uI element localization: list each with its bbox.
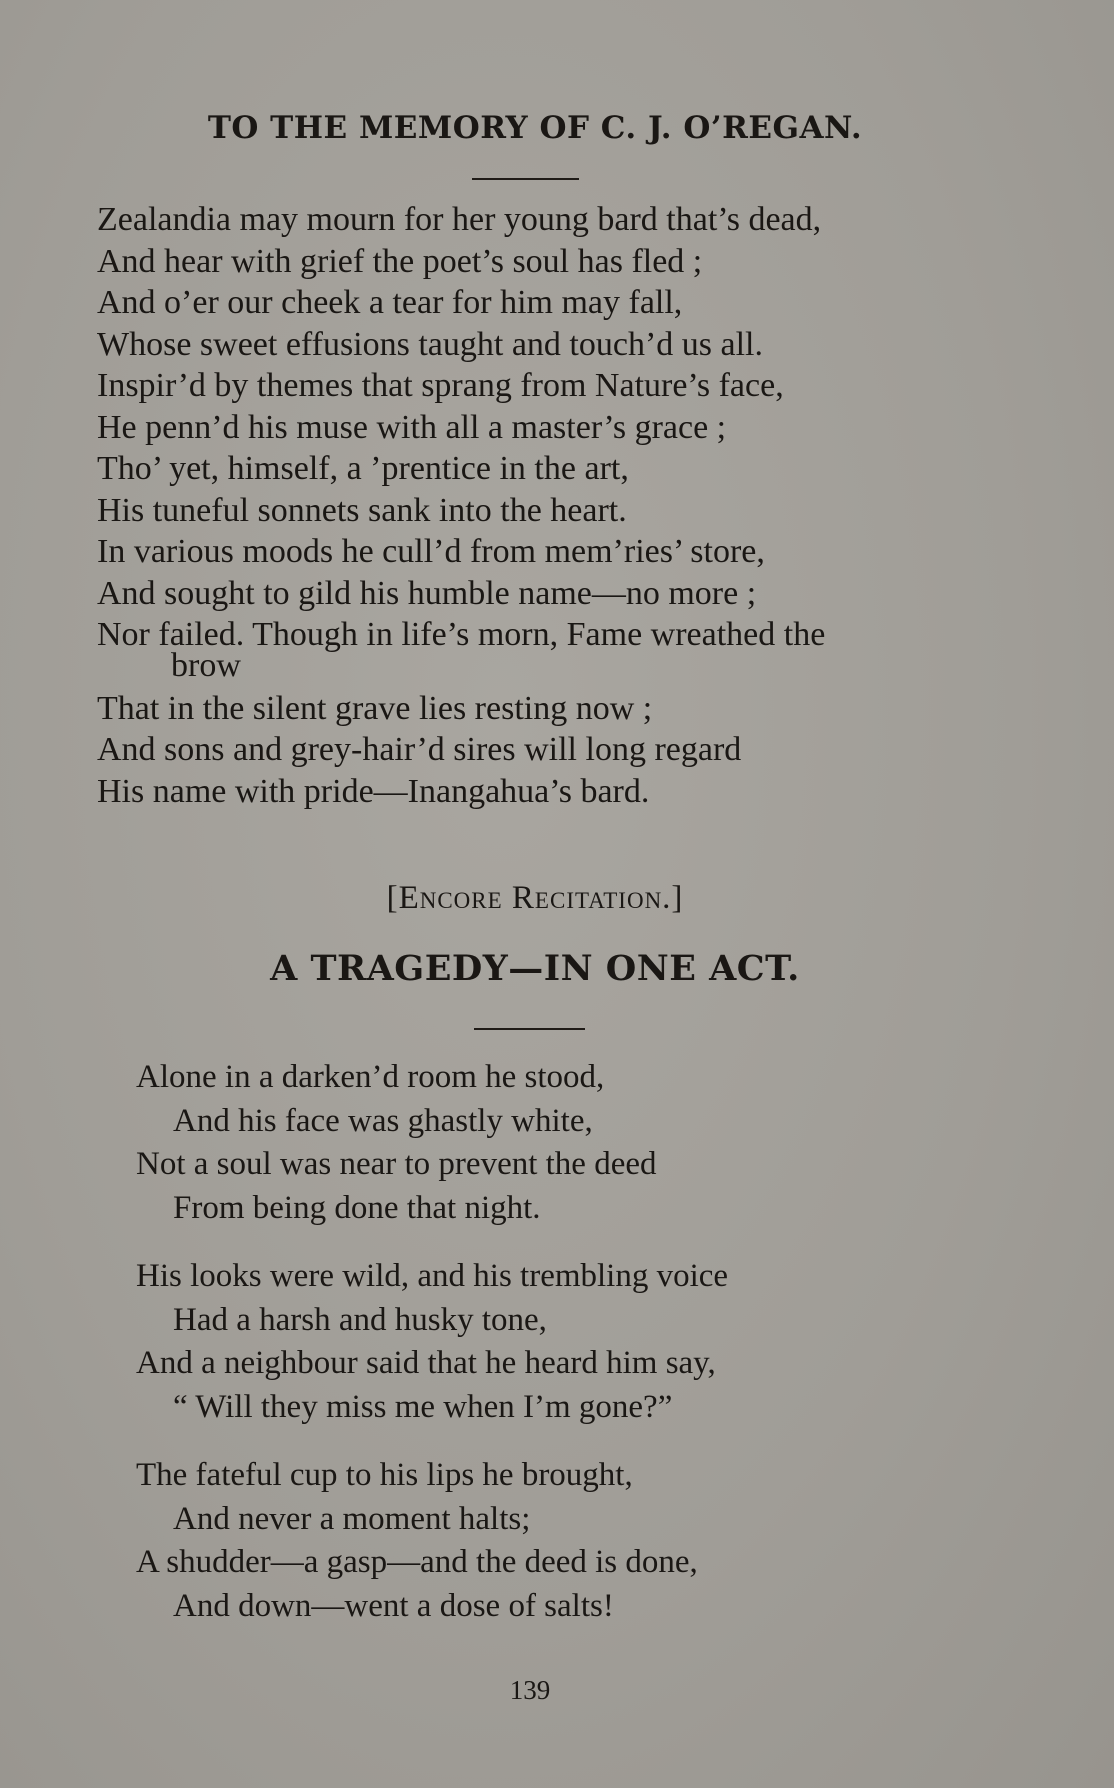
poem-line: In various moods he cull’d from mem’ries’ store, (97, 533, 765, 570)
encore-note: [Encore Recitation.] (386, 880, 684, 916)
poem-line: He penn’d his muse with all a master’s grace ; (97, 408, 727, 446)
poem-line: And down—went a dose of salts! (173, 1587, 614, 1624)
tragedy-poem (136, 1056, 956, 1653)
poem-line: And sought to gild his humble name—no more ; (97, 574, 757, 612)
poem-line: His looks were wild, and his trembling voice (136, 1258, 729, 1294)
poem-line: Inspir’d by themes that sprang from Nature’s face, (97, 367, 784, 404)
section-heading: A TRAGEDY—IN ONE ACT. (270, 948, 800, 989)
poem-line: And o’er our cheek a tear for him may fall, (97, 284, 683, 321)
poem-line: A shudder—a gasp—and the deed is done, (136, 1544, 698, 1580)
poem-title: TO THE MEMORY OF C. J. O’REGAN. (207, 110, 863, 146)
poem-line: The fateful cup to his lips he brought, (136, 1457, 633, 1493)
title-rule (472, 178, 579, 180)
poem-line: And never a moment halts; (173, 1500, 531, 1537)
memorial-poem (97, 199, 997, 812)
poem-line: Whose sweet effusions taught and touch’d us all. (97, 325, 764, 363)
poem-line: “ Will they miss me when I’m gone?” (173, 1388, 673, 1425)
poem-line-continuation: brow (171, 646, 241, 684)
poem-line: Tho’ yet, himself, a ’prentice in the art, (97, 450, 629, 487)
poem-line: Not a soul was near to prevent the deed (136, 1146, 657, 1182)
poem-line: Zealandia may mourn for her young bard that’s dead, (97, 201, 822, 238)
poem-line: And sons and grey-hair’d sires will long regard (97, 731, 742, 768)
stanza (136, 1056, 956, 1230)
stanza (136, 1454, 956, 1628)
poem-line: That in the silent grave lies resting now ; (97, 689, 653, 727)
page-number: 139 (509, 1675, 551, 1705)
poem-line: Alone in a darken’d room he stood, (136, 1059, 605, 1095)
poem-line: And a neighbour said that he heard him say, (136, 1345, 716, 1381)
heading-rule (474, 1028, 585, 1030)
poem-line: Had a harsh and husky tone, (173, 1301, 547, 1338)
poem-line: From being done that night. (173, 1189, 541, 1226)
poem-line: His name with pride—Inangahua’s bard. (97, 772, 650, 810)
poem-line: Nor failed. Though in life’s morn, Fame wreathed the (97, 616, 826, 653)
poem-line: His tuneful sonnets sank into the heart. (97, 491, 627, 529)
poem-line: And his face was ghastly white, (173, 1102, 593, 1139)
poem-line: And hear with grief the poet’s soul has fled ; (97, 242, 703, 280)
stanza (136, 1255, 956, 1429)
